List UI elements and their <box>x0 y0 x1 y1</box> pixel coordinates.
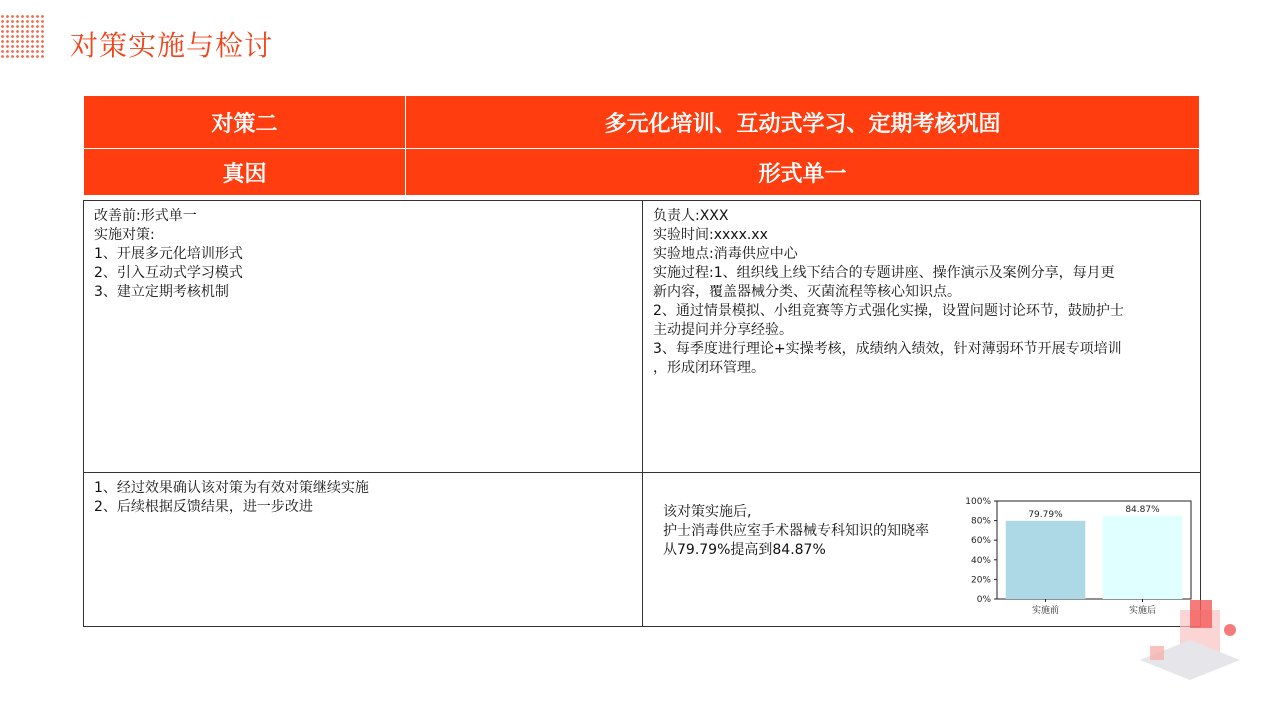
decorative-illustration <box>1120 580 1260 690</box>
text-line: 主动提问并分享经验。 <box>653 322 793 338</box>
y-tick-label: 60% <box>970 536 991 547</box>
bar-value-label: 84.87% <box>1125 504 1160 515</box>
text-line: 从79.79%提高到84.87% <box>663 542 826 558</box>
bar-value-label: 79.79% <box>1028 509 1063 520</box>
result-cell <box>643 473 1201 627</box>
text-line: 负责人:XXX <box>653 208 729 224</box>
text-line: 2、引入互动式学习模式 <box>94 265 243 281</box>
text-line: 新内容，覆盖器械分类、灭菌流程等核心知识点。 <box>653 284 961 300</box>
y-tick-label: 40% <box>970 555 991 566</box>
implementation-details-cell <box>643 201 1201 473</box>
y-tick-label: 100% <box>965 497 991 507</box>
text-line: 实验地点:消毒供应中心 <box>653 246 798 262</box>
dot-pattern-decoration <box>0 14 44 58</box>
y-tick-label: 80% <box>970 516 991 527</box>
text-line: 1、开展多元化培训形式 <box>94 246 243 262</box>
y-tick-label: 20% <box>970 575 991 586</box>
content-table <box>83 200 1201 627</box>
root-cause-label: 真因 <box>84 149 406 196</box>
countermeasure-label: 对策二 <box>84 96 406 149</box>
root-cause-value: 形式单一 <box>406 149 1200 196</box>
result-text <box>663 503 963 560</box>
text-line: 3、每季度进行理论+实操考核，成绩纳入绩效，针对薄弱环节开展专项培训 <box>653 341 1122 357</box>
text-line: 改善前:形式单一 <box>94 208 197 224</box>
header-table <box>83 95 1200 196</box>
text-line: 实施过程:1、组织线上线下结合的专题讲座、操作演示及案例分享，每月更 <box>653 265 1115 281</box>
page-title: 对策实施与检讨 <box>70 29 274 62</box>
text-line: 2、后续根据反馈结果，进一步改进 <box>94 499 313 515</box>
text-line: 2、通过情景模拟、小组竞赛等方式强化实操，设置问题讨论环节，鼓励护士 <box>653 303 1124 319</box>
text-line: 3、建立定期考核机制 <box>94 284 229 300</box>
follow-up-cell <box>84 473 643 627</box>
countermeasure-value: 多元化培训、互动式学习、定期考核巩固 <box>406 96 1200 149</box>
text-line: 实验时间:xxxx.xx <box>653 227 768 243</box>
y-tick-label: 0% <box>976 595 991 605</box>
x-tick-label: 实施后 <box>1128 606 1157 616</box>
x-tick-label: 实施前 <box>1031 606 1060 616</box>
before-measures-cell <box>84 201 643 473</box>
text-line: 1、经过效果确认该对策为有效对策继续实施 <box>94 480 369 496</box>
text-line: 护士消毒供应室手术器械专科知识的知晓率 <box>663 523 929 539</box>
text-line: 实施对策: <box>94 227 155 243</box>
text-line: ，形成闭环管理。 <box>653 360 765 376</box>
text-line: 该对策实施后, <box>663 504 752 520</box>
bar <box>1006 521 1086 599</box>
